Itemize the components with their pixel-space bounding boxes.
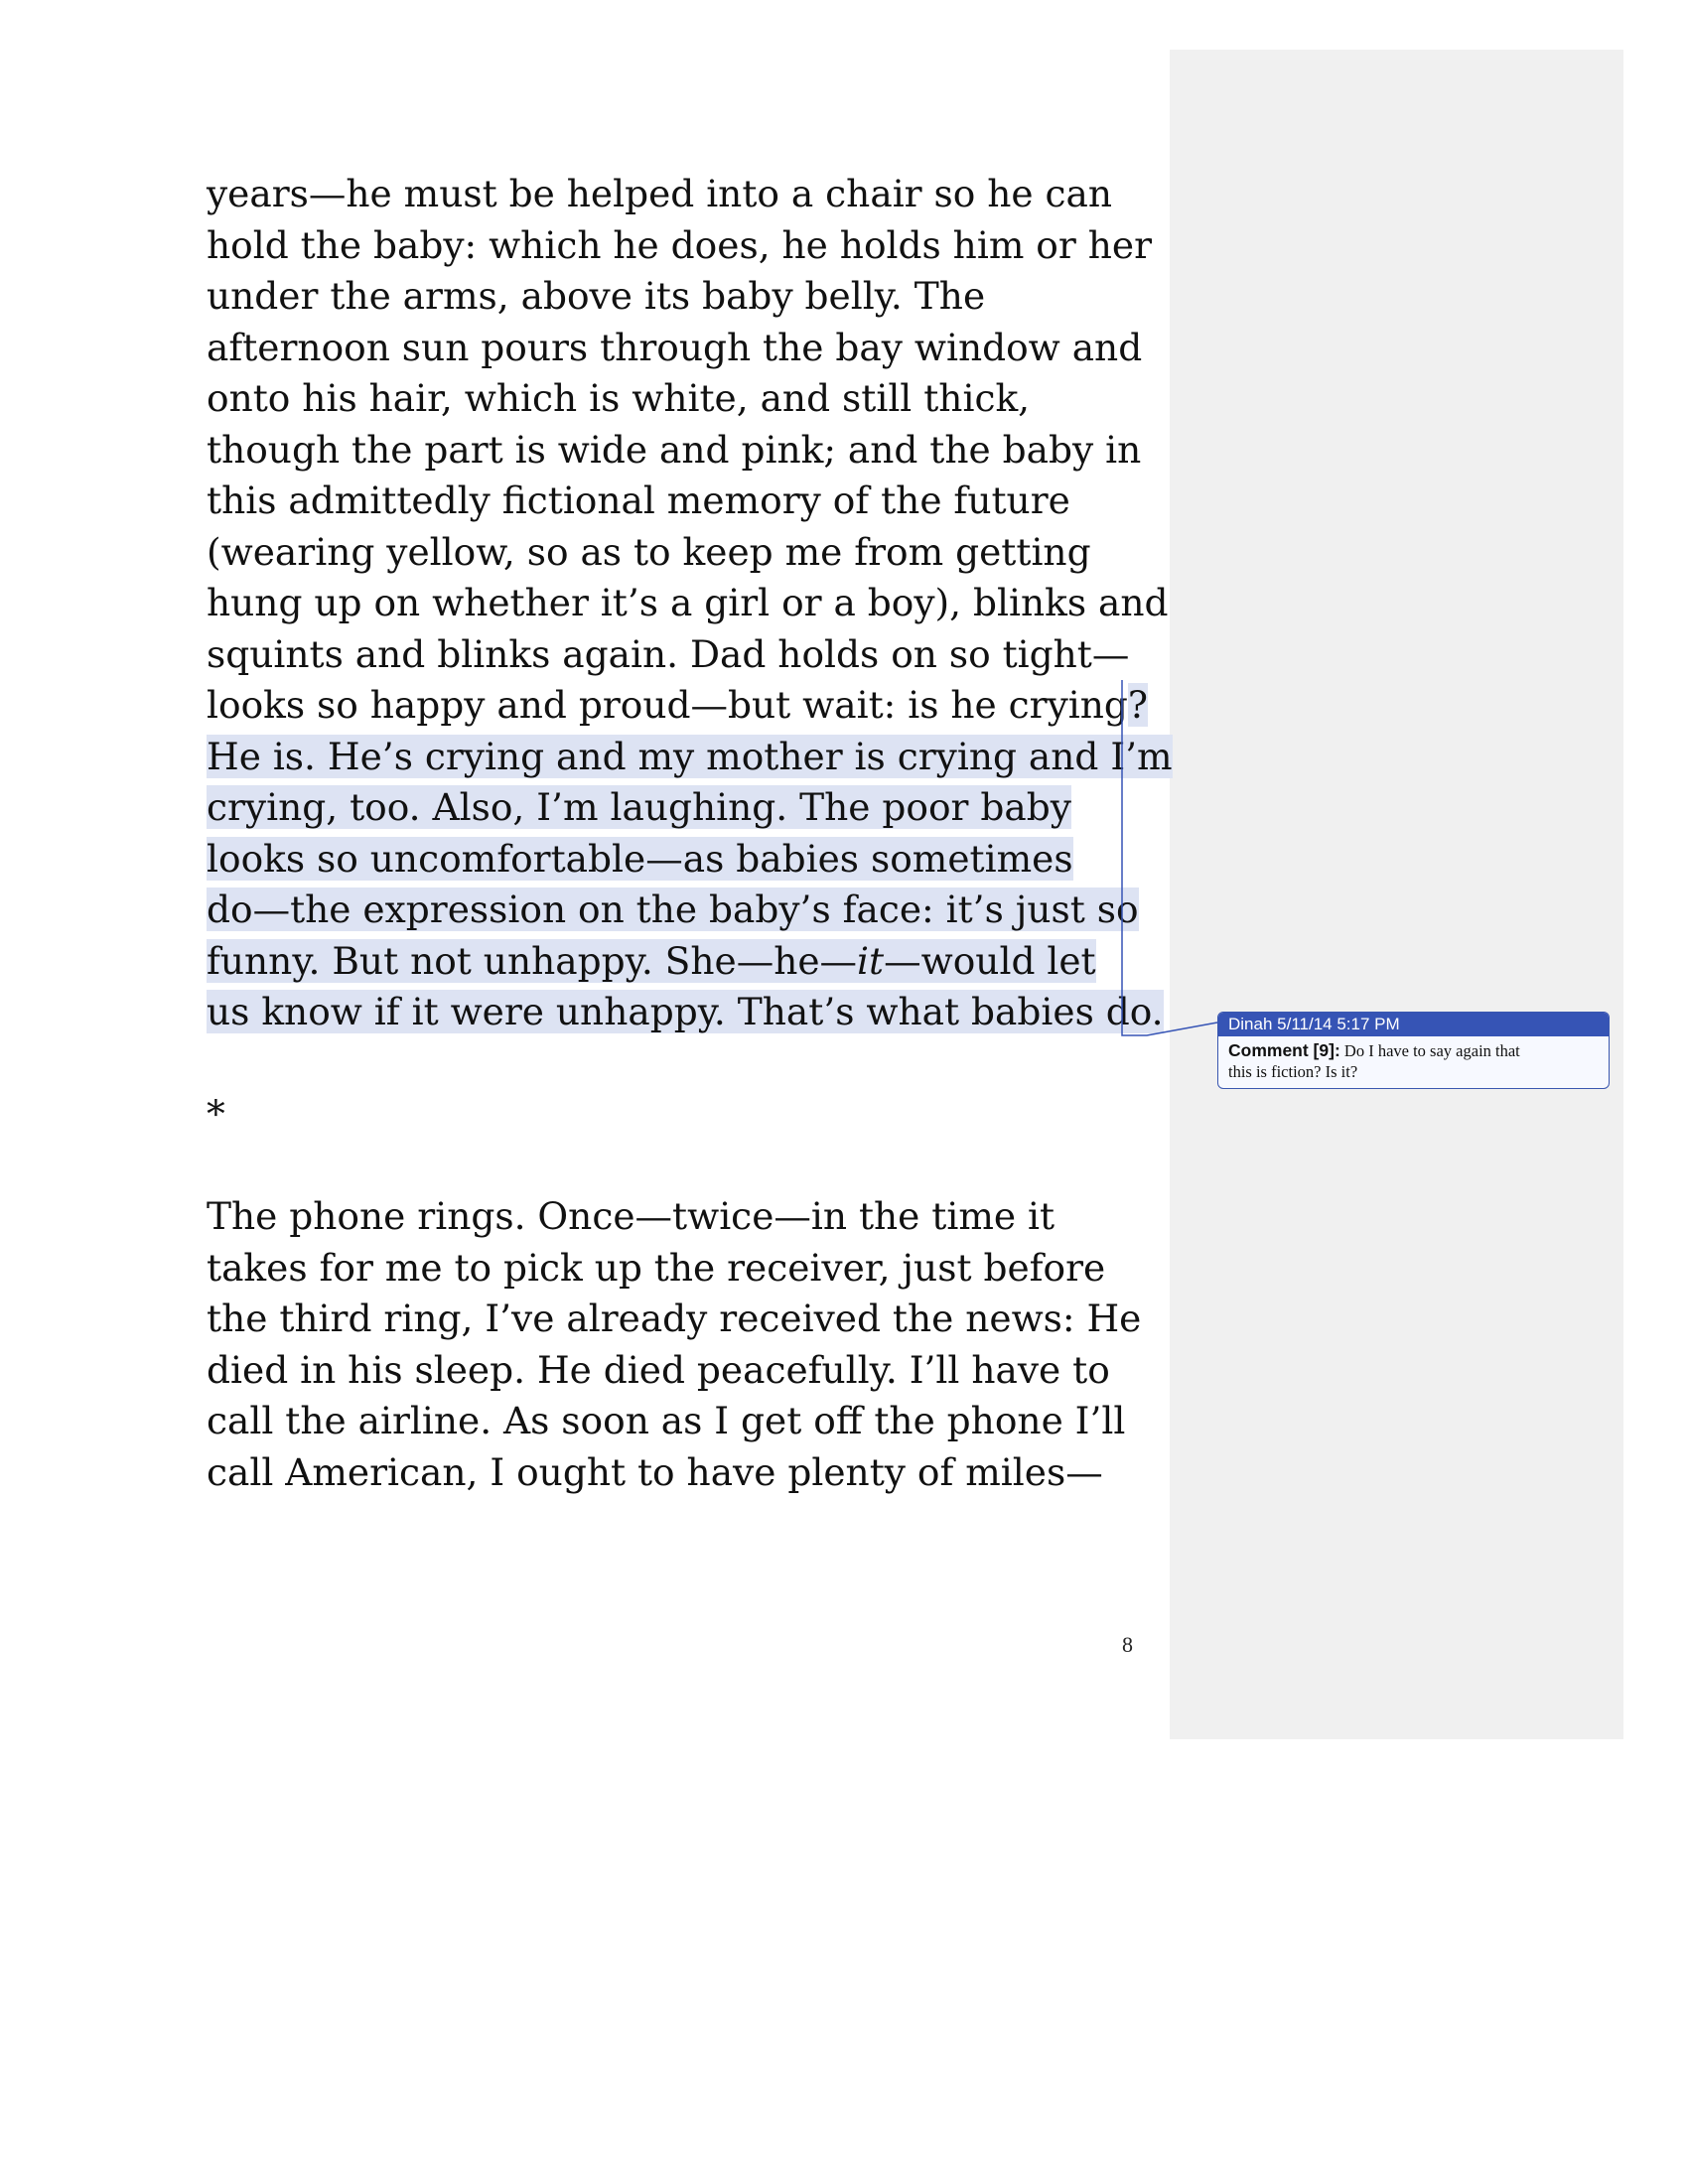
comment-text: this is fiction? Is it?	[1228, 1062, 1358, 1081]
text-segment: looks so happy and proud—but wait: is he crying	[207, 683, 1128, 727]
text-line	[207, 987, 1164, 1038]
text-line: years—he must be helped into a chair so he can	[207, 172, 1113, 215]
comment-markup-pane	[1170, 50, 1623, 1739]
highlighted-text: looks so uncomfortable—as babies sometimes	[207, 836, 1073, 881]
text-line	[207, 782, 1160, 834]
text-line: takes for me to pick up the receiver, just before	[207, 1245, 1106, 1290]
highlighted-text: crying, too. Also, I’m laughing. The poor baby	[207, 785, 1071, 829]
text-segment: funny. But not unhappy. She—he—	[207, 938, 858, 983]
text-line: the third ring, I’ve already received the news: He	[207, 1297, 1142, 1340]
italic-text: it	[857, 938, 885, 983]
text-line: this admittedly fictional memory of the future	[207, 478, 1070, 522]
comment-text: Do I have to say again that	[1343, 1041, 1520, 1060]
text-line: hung up on whether it’s a girl or a boy), blinks and	[207, 581, 1169, 624]
comment-body	[1218, 1036, 1609, 1082]
text-line: onto his hair, which is white, and still thick,	[207, 376, 1031, 420]
text-line: died in his sleep. He died peacefully. I’ll have to	[207, 1347, 1110, 1392]
text-line	[207, 834, 1160, 886]
text-line: under the arms, above its baby belly. The	[207, 274, 986, 318]
page-number: 8	[1122, 1632, 1133, 1657]
text-line	[207, 885, 1160, 936]
text-line: squints and blinks again. Dad holds on so tight—	[207, 631, 1130, 676]
text-line: call American, I ought to have plenty of miles—	[207, 1449, 1103, 1494]
highlighted-text: us know if it were unhappy. That’s what babies do.	[207, 990, 1164, 1033]
text-line: (wearing yellow, so as to keep me from getting	[207, 529, 1091, 574]
text-line	[207, 680, 1160, 732]
comment-header: Dinah 5/11/14 5:17 PM	[1218, 1013, 1609, 1036]
text-segment: —would let	[884, 938, 1096, 983]
highlighted-text	[207, 939, 1096, 983]
document-body	[207, 169, 1173, 1498]
comment-balloon[interactable]	[1217, 1012, 1610, 1089]
text-line: afternoon sun pours through the bay window and	[207, 325, 1143, 369]
highlighted-text: ?	[1127, 683, 1149, 727]
text-line	[207, 732, 1173, 783]
comment-label: Comment [9]:	[1228, 1040, 1340, 1060]
text-line: The phone rings. Once—twice—in the time it	[207, 1194, 1055, 1238]
highlighted-text: He is. He’s crying and my mother is crying and I’m	[207, 734, 1173, 778]
text-line: hold the baby: which he does, he holds him or her	[207, 222, 1153, 267]
text-line: call the airline. As soon as I get off the phone I’ll	[207, 1399, 1126, 1442]
text-line: though the part is wide and pink; and the baby in	[207, 427, 1142, 472]
highlighted-text: do—the expression on the baby’s face: it’s just so	[207, 887, 1139, 931]
text-line	[207, 936, 1160, 988]
section-break: *	[207, 1092, 225, 1136]
